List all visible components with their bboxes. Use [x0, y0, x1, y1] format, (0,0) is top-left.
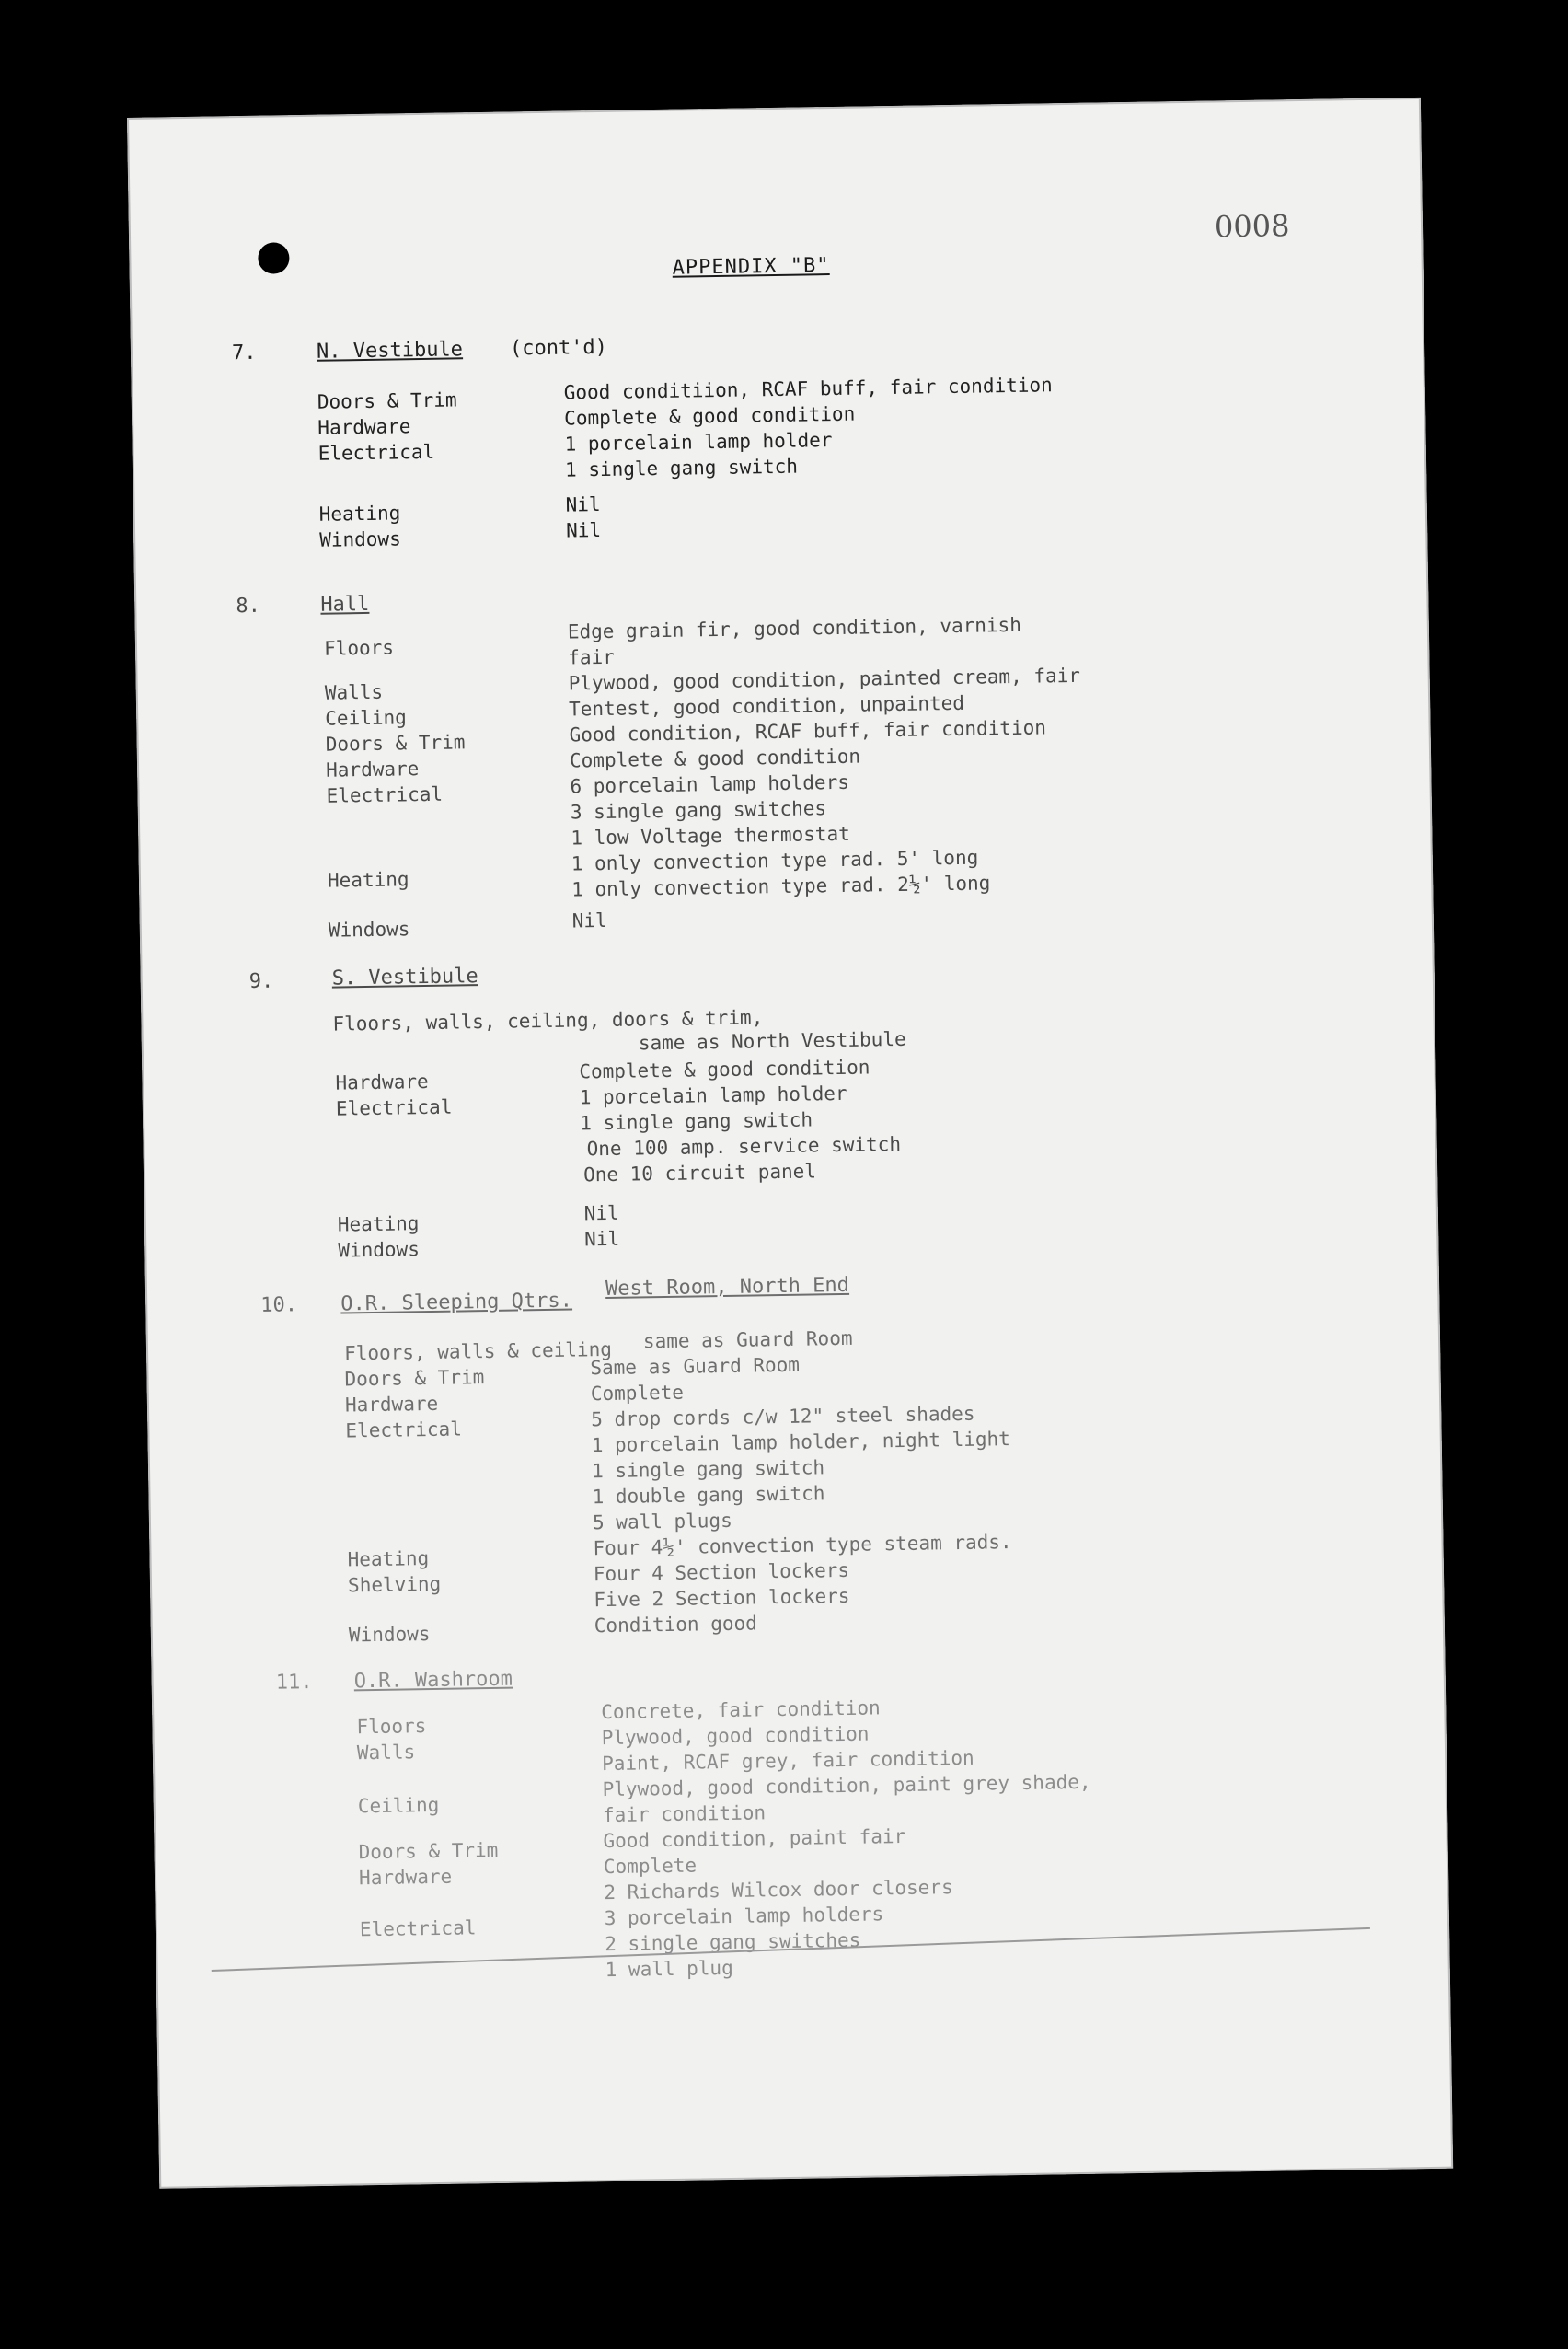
document-page: [127, 98, 1453, 2189]
section-number: 11.: [275, 1671, 313, 1695]
row-value: 6 porcelain lamp holders: [570, 770, 850, 798]
row-value: 1 low Voltage thermostat: [571, 822, 850, 850]
row-value: fair: [568, 645, 616, 669]
section-heading-suffix: (cont'd): [509, 335, 608, 361]
row-label: Hardware: [344, 1392, 439, 1417]
row-value: Complete & good condition: [563, 402, 856, 430]
row-label: Doors & Trim: [344, 1366, 485, 1391]
row-value: 1 only convection type rad. 5' long: [571, 846, 979, 875]
section-heading: Hall: [320, 592, 370, 617]
section-heading: O.R. Washroom: [353, 1667, 513, 1694]
row-label: Walls: [356, 1741, 416, 1765]
row-label: Windows: [348, 1623, 431, 1647]
row-label: Windows: [328, 918, 410, 942]
row-value: Tentest, good condition, unpainted: [568, 691, 965, 721]
row-label: Electrical: [345, 1418, 463, 1442]
row-value: Nil: [584, 1227, 620, 1251]
row-label: Electrical: [335, 1095, 453, 1120]
row-value: 1 only convection type rad. 2½' long: [571, 872, 991, 901]
row-value: 1 porcelain lamp holder, night light: [591, 1428, 1011, 1457]
row-label: Heating: [347, 1547, 430, 1571]
section-number: 9.: [248, 969, 274, 994]
row-value: Nil: [583, 1201, 619, 1225]
row-value: Paint, RCAF grey, fair condition: [601, 1746, 974, 1776]
row-value: Complete & good condition: [569, 745, 861, 772]
row-label: Shelving: [347, 1572, 442, 1597]
row-label: Doors & Trim: [317, 388, 457, 413]
row-label: Doors & Trim: [325, 731, 466, 756]
row-label: Electrical: [359, 1916, 477, 1941]
row-value: Complete & good condition: [579, 1056, 870, 1083]
row-label: Floors, walls & ceiling: [343, 1337, 613, 1365]
row-label: Ceiling: [325, 706, 407, 730]
row-value: 1 single gang switch: [580, 1108, 813, 1135]
row-label: Floors: [356, 1715, 427, 1739]
row-label: Hardware: [358, 1865, 453, 1890]
row-value: 1 wall plug: [605, 1956, 733, 1982]
row-label: Electrical: [326, 782, 444, 807]
row-label: Hardware: [335, 1070, 429, 1094]
row-value: fair condition: [602, 1801, 767, 1827]
row-value: Nil: [565, 492, 601, 516]
row-value: same as Guard Room: [642, 1326, 853, 1353]
row-value: Four 4½' convection type steam rads.: [593, 1531, 1012, 1560]
row-value: 2 single gang switches: [605, 1928, 861, 1956]
row-value: Good conditiion, RCAF buff, fair condition: [563, 374, 1053, 404]
row-value: 1 porcelain lamp holder: [579, 1082, 847, 1109]
section-heading: N. Vestibule: [316, 338, 464, 364]
row-label: Floors: [323, 636, 395, 660]
row-value: 3 porcelain lamp holders: [604, 1903, 884, 1930]
row-value: Five 2 Section lockers: [594, 1584, 850, 1612]
row-value: Complete: [603, 1854, 698, 1879]
row-label: Windows: [338, 1238, 421, 1262]
row-label: Hardware: [317, 415, 411, 439]
section-heading: O.R. Sleeping Qtrs.: [340, 1289, 573, 1316]
row-value: 5 drop cords c/w 12" steel shades: [591, 1402, 975, 1431]
row-value: 1 double gang switch: [592, 1482, 825, 1509]
row-value: Plywood, good condition, paint grey shade,: [602, 1770, 1091, 1801]
page-number: 0008: [1214, 208, 1290, 245]
row-label: Windows: [319, 527, 401, 551]
row-label: Walls: [324, 680, 384, 704]
row-value: One 10 circuit panel: [582, 1160, 817, 1186]
row-label: Heating: [327, 868, 409, 892]
row-label: Ceiling: [357, 1793, 440, 1818]
row-value: Good condition, RCAF buff, fair condition: [569, 716, 1047, 746]
row-value: 3 single gang switches: [570, 797, 827, 824]
row-value: Concrete, fair condition: [601, 1696, 881, 1724]
row-value: 5 wall plugs: [592, 1509, 732, 1534]
section-number: 10.: [260, 1293, 298, 1317]
row-label: Doors & Trim: [358, 1838, 499, 1864]
row-label: Electrical: [317, 440, 435, 465]
section-number: 7.: [231, 341, 257, 365]
row-value: 1 single gang switch: [591, 1456, 825, 1483]
section-subheading: West Room, North End: [605, 1273, 850, 1301]
section-intro: same as North Vestibule: [638, 1027, 906, 1055]
row-value: 1 single gang switch: [564, 455, 799, 481]
row-value: Edge grain fir, good condition, varnish: [567, 613, 1022, 643]
row-value: 2 Richards Wilcox door closers: [604, 1876, 953, 1904]
row-value: Same as Guard Room: [590, 1353, 801, 1380]
row-value: Nil: [565, 518, 602, 542]
row-value: Good condition, paint fair: [603, 1824, 906, 1853]
row-value: Nil: [571, 908, 607, 932]
row-value: 1 porcelain lamp holder: [564, 429, 833, 456]
punch-hole: [258, 242, 290, 274]
row-label: Heating: [318, 502, 401, 526]
row-value: Complete: [590, 1381, 685, 1406]
row-value: One 100 amp. service switch: [586, 1132, 902, 1161]
section-intro: Floors, walls, ceiling, doors & trim,: [332, 1006, 764, 1036]
row-value: Condition good: [594, 1612, 757, 1637]
row-label: Hardware: [325, 758, 420, 781]
row-label: Heating: [337, 1212, 420, 1236]
section-heading: S. Vestibule: [331, 965, 478, 990]
row-value: Plywood, good condition, painted cream, fair: [568, 664, 1081, 695]
row-value: Four 4 Section lockers: [593, 1558, 850, 1586]
document-title: APPENDIX "B": [672, 254, 830, 280]
section-number: 8.: [236, 594, 261, 619]
row-value: Plywood, good condition: [601, 1722, 870, 1750]
